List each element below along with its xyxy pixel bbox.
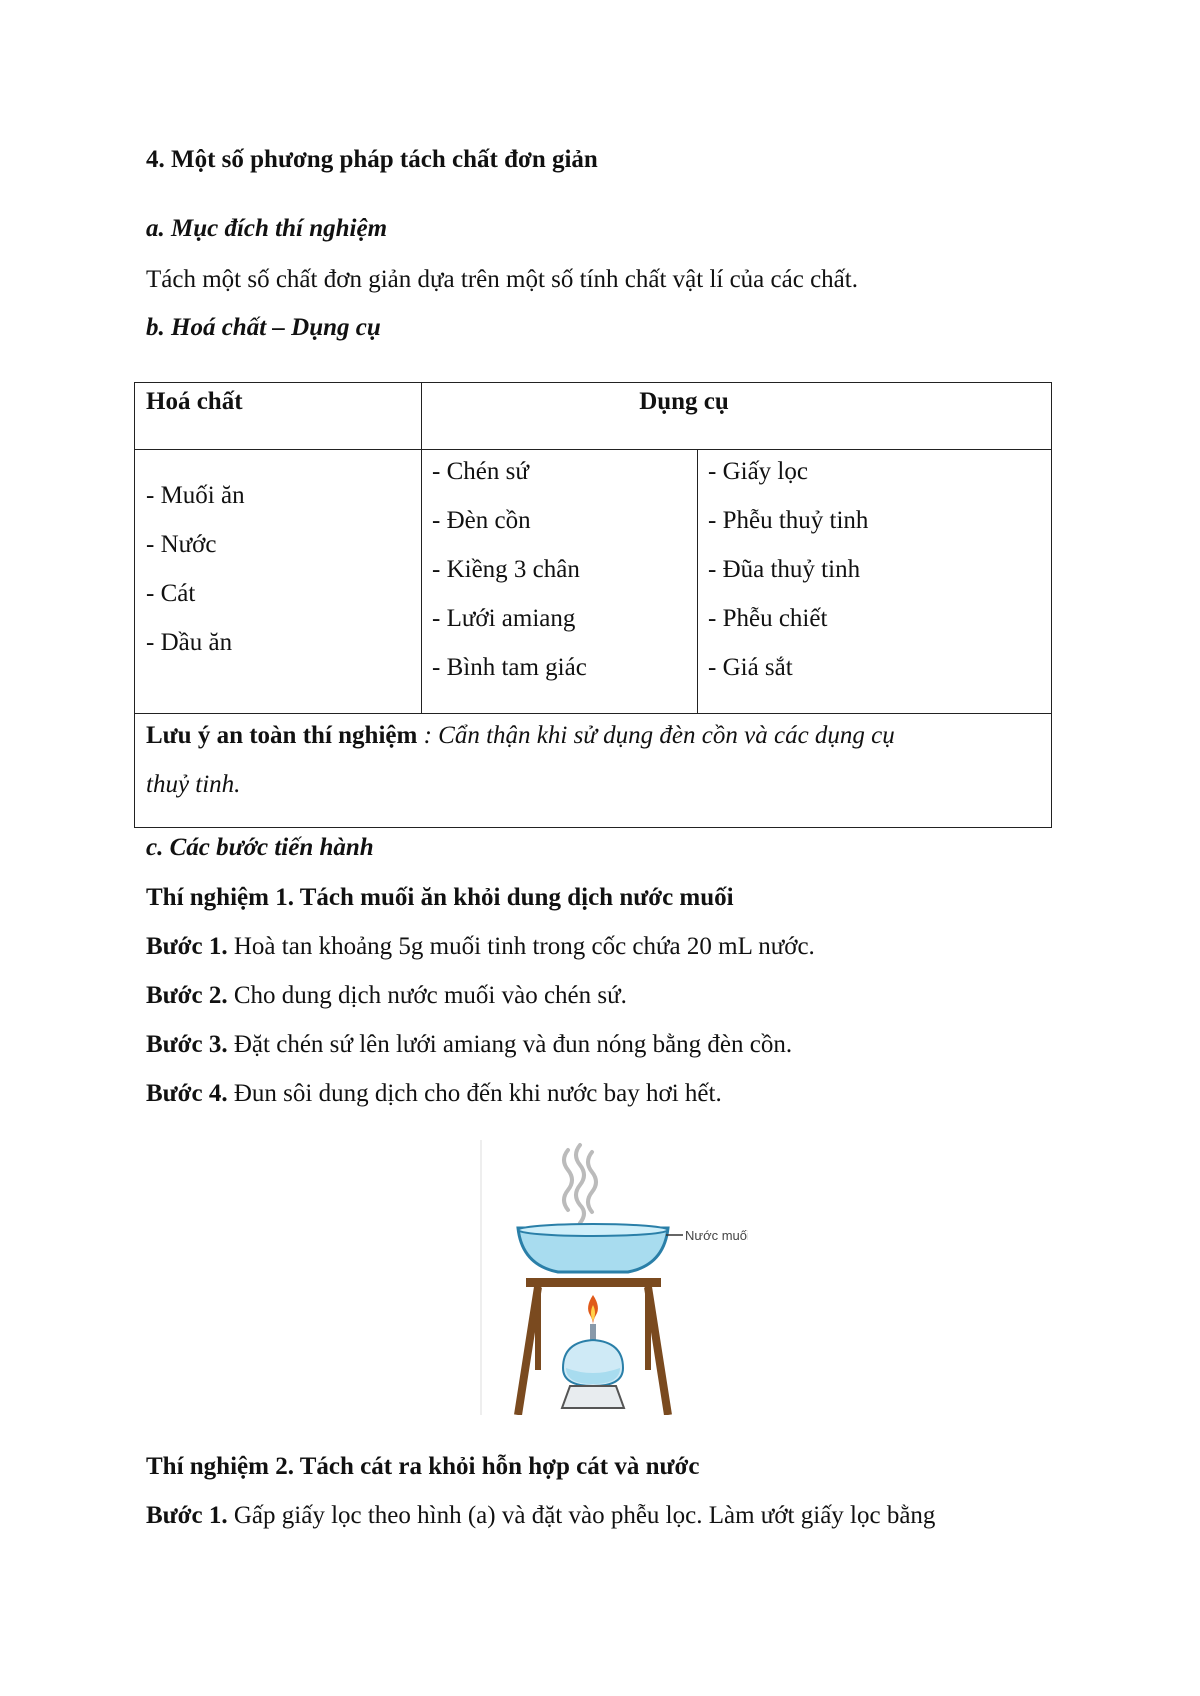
chemical-item: - Cát (146, 580, 196, 607)
step-text: Đặt chén sứ lên lưới amiang và đun nóng bằng đèn cồn. (227, 1031, 793, 1058)
tool-item: - Đèn cồn (432, 507, 531, 534)
figure-label: Nước muối (685, 1228, 748, 1243)
table-header-chemicals: Hoá chất (146, 388, 243, 415)
tool-item: - Đũa thuỷ tinh (708, 556, 861, 583)
evaporation-figure (478, 1140, 748, 1415)
table-header-tools: Dụng cụ (639, 388, 729, 415)
step-row (146, 933, 815, 961)
step-label: Bước 1. (146, 1502, 228, 1529)
step-row (146, 1080, 722, 1108)
tool-item: - Giấy lọc (708, 458, 808, 485)
experiment-2-title: Thí nghiệm 2. Tách cát ra khỏi hỗn hợp cát và nước (146, 1453, 700, 1480)
tool-item: - Giá sắt (708, 654, 793, 681)
step-row (146, 982, 627, 1010)
step-label: Bước 4. (146, 1080, 228, 1107)
step-label: Bước 1. (146, 933, 228, 960)
lamp-base (562, 1386, 624, 1408)
tripod-top (526, 1278, 661, 1287)
tool-item: - Phễu chiết (708, 605, 828, 632)
step-row (146, 1502, 935, 1530)
tool-item: - Chén sứ (432, 458, 529, 485)
chemical-item: - Muối ăn (146, 482, 245, 509)
tool-item: - Lưới amiang (432, 605, 576, 632)
safety-text: : Cẩn thận khi sử dụng đèn cồn và các dụng cụ (417, 722, 895, 749)
tool-item: - Kiềng 3 chân (432, 556, 580, 583)
safety-text-cont: thuỷ tinh. (146, 771, 241, 798)
step-label: Bước 2. (146, 982, 228, 1009)
part-a-text: Tách một số chất đơn giản dựa trên một số tính chất vật lí của các chất. (146, 266, 858, 293)
steam-icon (564, 1145, 596, 1223)
step-text: Gấp giấy lọc theo hình (a) và đặt vào phễu lọc. Làm ướt giấy lọc bằng (227, 1502, 936, 1529)
step-text: Hoà tan khoảng 5g muối tinh trong cốc chứa 20 mL nước. (227, 933, 815, 960)
part-c-heading: c. Các bước tiến hành (146, 834, 374, 861)
step-label: Bước 3. (146, 1031, 228, 1058)
section-title: 4. Một số phương pháp tách chất đơn giản (146, 146, 598, 173)
step-row (146, 1031, 792, 1059)
step-text: Cho dung dịch nước muối vào chén sứ. (227, 982, 627, 1009)
tool-item: - Bình tam giác (432, 654, 587, 681)
equipment-table (134, 382, 1052, 828)
experiment-1-title: Thí nghiệm 1. Tách muối ăn khỏi dung dịch nước muối (146, 884, 734, 911)
safety-note (146, 711, 895, 760)
tool-item: - Phễu thuỷ tinh (708, 507, 869, 534)
chemical-item: - Dầu ăn (146, 629, 233, 656)
chemical-item: - Nước (146, 531, 217, 558)
step-text: Đun sôi dung dịch cho đến khi nước bay hơi hết. (227, 1080, 722, 1107)
part-a-heading: a. Mục đích thí nghiệm (146, 215, 388, 242)
part-b-heading: b. Hoá chất – Dụng cụ (146, 314, 381, 341)
safety-label: Lưu ý an toàn thí nghiệm (146, 722, 418, 749)
